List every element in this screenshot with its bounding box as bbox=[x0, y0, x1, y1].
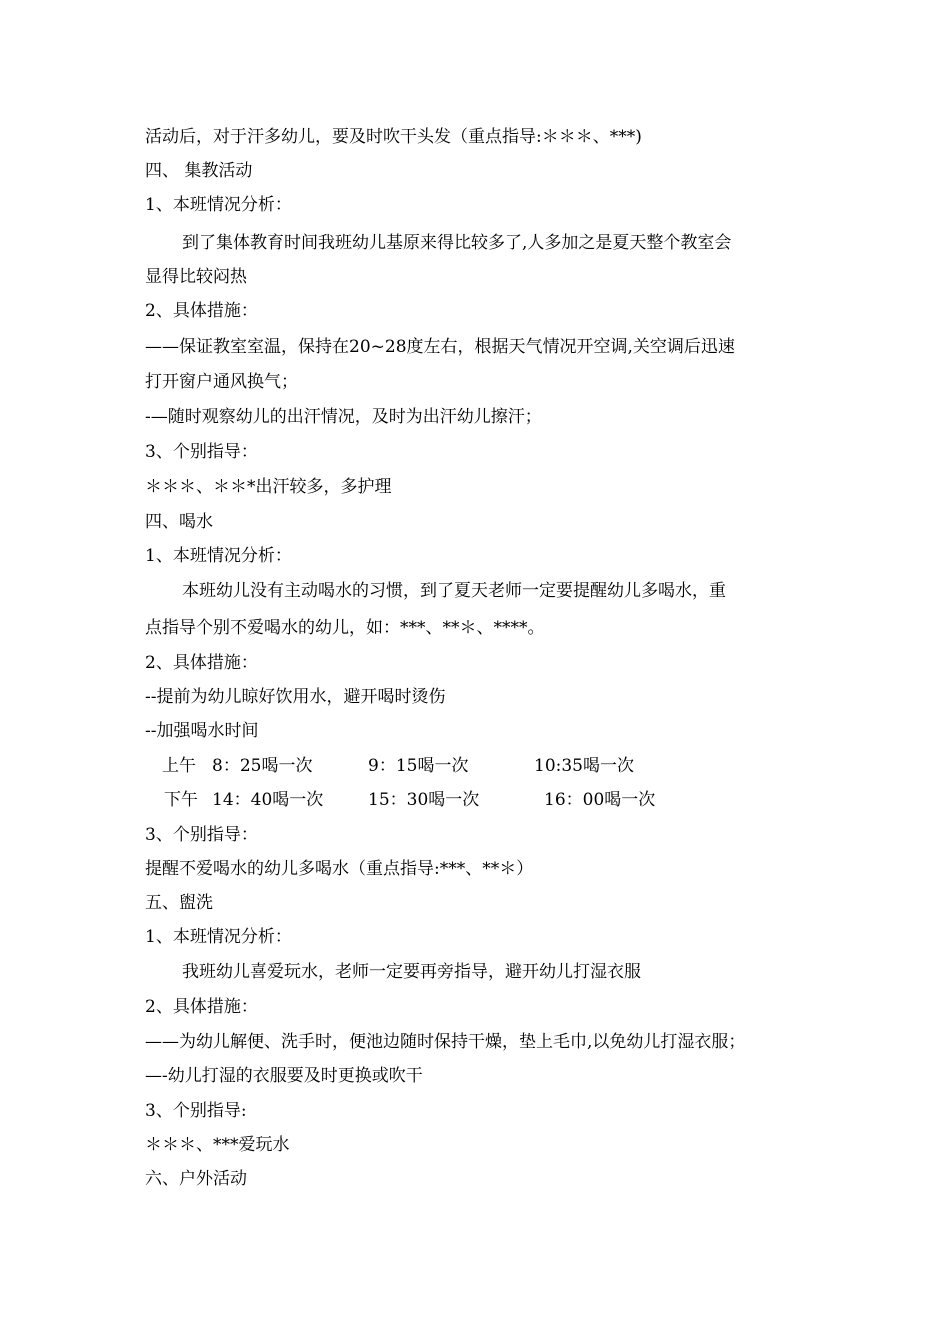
paragraph-line: --加强喝水时间 bbox=[145, 721, 259, 741]
subheading: 3、个别指导: bbox=[145, 1101, 247, 1121]
schedule-afternoon-time: 14：40喝一次 bbox=[212, 790, 324, 810]
paragraph-line: -—随时观察幼儿的出汗情况，及时为出汗幼儿擦汗； bbox=[145, 407, 542, 427]
schedule-morning-time: 8：25喝一次 bbox=[212, 756, 313, 776]
paragraph-line: 活动后，对于汗多幼儿，要及时吹干头发（重点指导:＊＊＊、***) bbox=[145, 127, 642, 147]
paragraph-line: 打开窗户通风换气； bbox=[145, 372, 298, 392]
subheading: 1、本班情况分析： bbox=[145, 927, 292, 947]
paragraph-line: 本班幼儿没有主动喝水的习惯，到了夏天老师一定要提醒幼儿多喝水，重 bbox=[182, 581, 726, 601]
section-heading: 四、喝水 bbox=[145, 512, 213, 532]
paragraph-line: 显得比较闷热 bbox=[145, 267, 247, 287]
paragraph-line: —-幼儿打湿的衣服要及时更换或吹干 bbox=[145, 1066, 423, 1086]
paragraph-line: 点指导个别不爱喝水的幼儿，如：***、**＊、****。 bbox=[145, 618, 545, 638]
subheading: 2、具体措施： bbox=[145, 997, 258, 1017]
schedule-morning-time: 10:35喝一次 bbox=[534, 756, 634, 776]
subheading: 2、具体措施： bbox=[145, 653, 258, 673]
paragraph-line: ——为幼儿解便、洗手时，便池边随时保持干燥，垫上毛巾,以免幼儿打湿衣服； bbox=[145, 1032, 746, 1052]
paragraph-line: 提醒不爱喝水的幼儿多喝水（重点指导:***、**＊） bbox=[145, 859, 534, 879]
subheading: 1、本班情况分析： bbox=[145, 546, 292, 566]
schedule-morning-label: 上午 bbox=[162, 756, 196, 776]
paragraph-line: ＊＊＊、＊＊*出汗较多，多护理 bbox=[145, 477, 392, 497]
subheading: 3、个别指导： bbox=[145, 825, 258, 845]
subheading: 1、本班情况分析： bbox=[145, 195, 292, 215]
paragraph-line: ＊＊＊、***爱玩水 bbox=[145, 1135, 290, 1155]
paragraph-line: 到了集体教育时间我班幼儿基原来得比较多了,人多加之是夏天整个教室会 bbox=[182, 233, 732, 253]
schedule-afternoon-label: 下午 bbox=[164, 790, 198, 810]
subheading: 2、具体措施： bbox=[145, 301, 258, 321]
paragraph-line: 我班幼儿喜爱玩水，老师一定要再旁指导，避开幼儿打湿衣服 bbox=[182, 962, 641, 982]
paragraph-line: ——保证教室室温，保持在20~28度左右，根据天气情况开空调,关空调后迅速 bbox=[145, 337, 735, 357]
subheading: 3、个别指导： bbox=[145, 442, 258, 462]
section-heading: 五、盥洗 bbox=[145, 893, 213, 913]
section-heading: 六、户外活动 bbox=[145, 1169, 247, 1189]
schedule-morning-time: 9：15喝一次 bbox=[368, 756, 469, 776]
schedule-afternoon-time: 16：00喝一次 bbox=[544, 790, 656, 810]
paragraph-line: --提前为幼儿晾好饮用水，避开喝时烫伤 bbox=[145, 687, 446, 707]
section-heading: 四、 集教活动 bbox=[145, 161, 253, 181]
schedule-afternoon-time: 15：30喝一次 bbox=[368, 790, 480, 810]
